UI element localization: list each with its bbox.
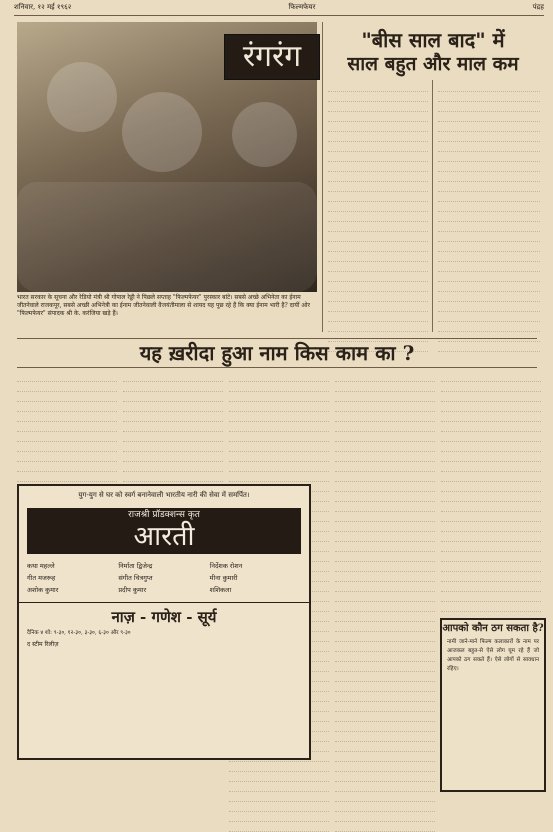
- header-date: शनिवार, १२ मई १९६२: [14, 3, 72, 11]
- ad-footer: द स्टीम रिलीज़: [27, 641, 59, 648]
- header-page-number: पंद्रह: [532, 3, 544, 11]
- photo-caption: भारत सरकार के सूचना और रेडियो मंत्री श्री गोपाल रेड्डी ने पिछले सप्ताह "फिल्मफेयर" पुरस्कार बांटे। सबसे अच्छे अभिनेता का ईनाम जीतनेवाले राजकपूर, सबसे अच्छी अभिनेत्री का ईनाम जीतनेवाली वैजयंतीमाला से शायद यह पूछ रहे हैं कि क्या ईनाम भारी है? दायीं ओर "फिल्मफेयर" संपादक श्री के. करंजिया खड़े हैं।: [17, 294, 310, 317]
- credit-item: शशिकला: [209, 586, 232, 594]
- credit-item: प्रदीप कुमार: [118, 586, 147, 594]
- ad-film-title: आरती: [133, 521, 195, 552]
- film-advertisement: [17, 484, 311, 760]
- article-column-2: [438, 82, 540, 332]
- ad-company: राजश्री प्रॉडक्शन्स कृत: [128, 510, 200, 520]
- page-header: [14, 3, 544, 16]
- mid-headline: यह ख़रीदा हुआ नाम किस काम का ?: [17, 338, 537, 368]
- credit-item: संगीत चित्रगुप्त: [118, 574, 153, 582]
- boxed-article-text: नामी जाने-माने फिल्म कलाकारों के नाम पर आजकल बहुत-से ऐसे लोग घूम रहे हैं जो आपको ठग सकते हैं। ऐसे लोगों से सावधान रहिए।: [447, 639, 539, 672]
- article-column-1: [328, 82, 428, 332]
- article-column-7: [441, 372, 541, 612]
- ad-brand: [27, 508, 301, 554]
- headline-line-2: साल बहुत और माल कम: [347, 53, 519, 75]
- headline: [328, 28, 538, 76]
- article-column-6: [335, 372, 435, 792]
- column-rule: [322, 22, 323, 332]
- ad-schedule: दैनिक ४ शो: ९-३०, १२-३०, ३-३०, ६-३० और ९-३०: [27, 630, 131, 636]
- column-logo: रंगरंग: [224, 34, 320, 80]
- article-column-3: [17, 372, 117, 477]
- column-rule: [432, 80, 433, 332]
- ad-credits: [19, 558, 309, 598]
- headline-line-1: "बीस साल बाद" में: [361, 28, 505, 52]
- credit-item: गीत मजरूह: [27, 574, 56, 582]
- boxed-article-title: आपको कौन ठग सकता है?: [442, 623, 544, 634]
- ad-theatres: नाज़ - गणेश - सूर्य: [19, 602, 309, 627]
- boxed-article: [440, 618, 546, 792]
- credit-item: अशोक कुमार: [27, 586, 59, 594]
- header-publication: फिल्मफेयर: [288, 3, 316, 11]
- article-column-4: [123, 372, 223, 477]
- credit-item: निर्माता द्विजेन्द्र: [118, 562, 153, 570]
- credit-item: कथा महल्ले: [27, 562, 55, 570]
- ad-tagline: युग-युग से घर को स्वर्ग बनानेवाली भारतीय नारी की सेवा में समर्पित।: [78, 491, 250, 499]
- credit-item: मीना कुमारी: [209, 574, 238, 582]
- credit-item: निर्देशक रोशन: [209, 562, 243, 570]
